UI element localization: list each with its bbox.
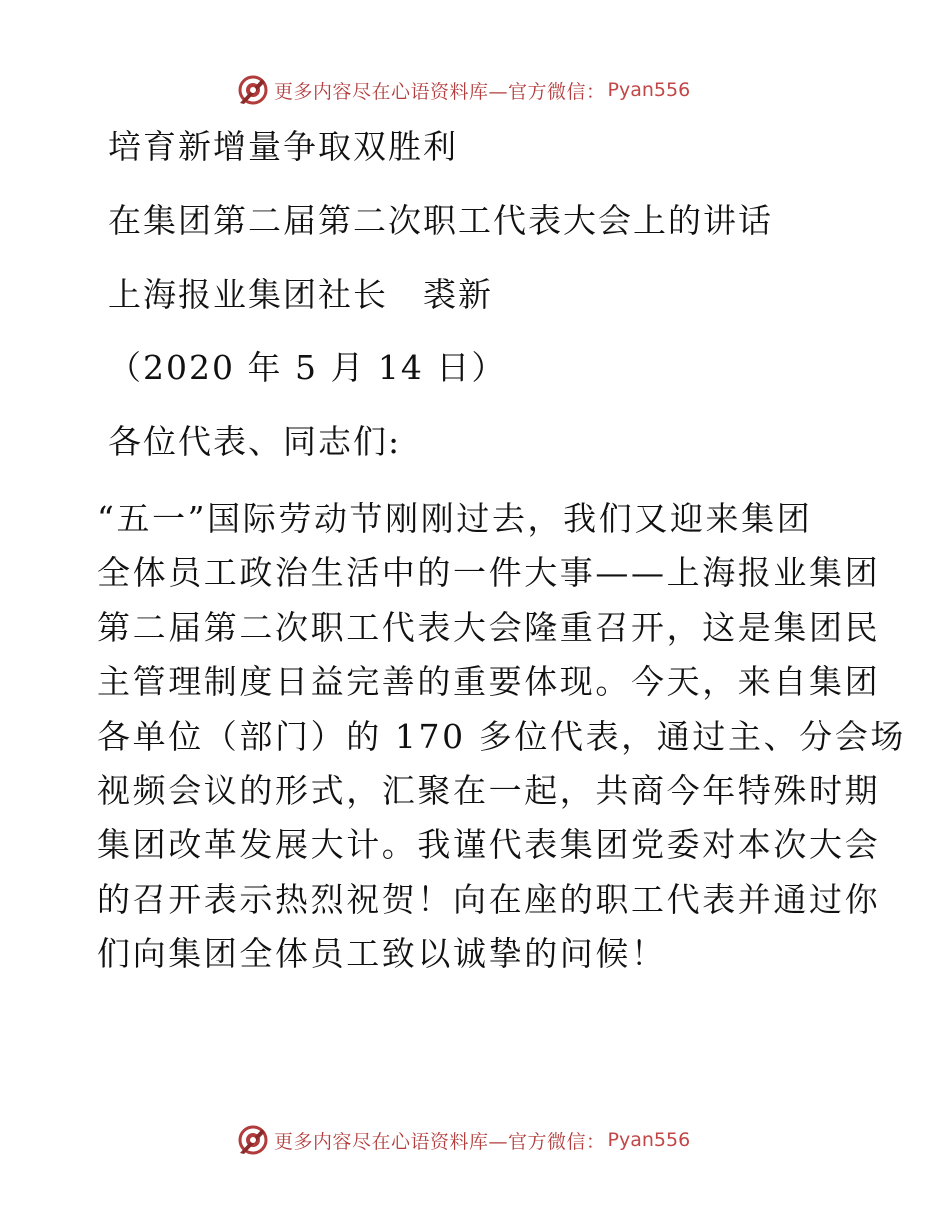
body-paragraph: [97, 492, 906, 982]
speaker-line: 上海报业集团社长 裘新: [108, 275, 493, 314]
paragraph-line: 们向集团全体员工致以诚挚的问候！: [97, 934, 667, 974]
speech-date: （2020 年 5 月 14 日）: [108, 348, 507, 387]
paragraph-line: 第二届第二次职工代表大会隆重召开，这是集团民: [97, 607, 881, 647]
paragraph-line: 主管理制度日益完善的重要体现。今天，来自集团: [97, 662, 881, 702]
watermark-banner-top: [236, 73, 690, 107]
banner-wechat-id: Pyan556: [607, 79, 691, 101]
paragraph-line: 视频会议的形式，汇聚在一起，共商今年特殊时期: [97, 771, 881, 811]
red-quill-circle-icon: [236, 1123, 270, 1157]
document-title: 培育新增量争取双胜利: [108, 127, 458, 166]
banner-text: 更多内容尽在心语资料库—官方微信：: [274, 1130, 606, 1153]
banner-wechat-id: Pyan556: [607, 1129, 691, 1151]
paragraph-line: 集团改革发展大计。我谨代表集团党委对本次大会: [97, 825, 881, 865]
red-quill-circle-icon: [236, 73, 270, 107]
watermark-banner-bottom: [236, 1123, 690, 1157]
paragraph-line: 各单位（部门）的 170 多位代表，通过主、分会场: [97, 716, 906, 756]
banner-text: 更多内容尽在心语资料库—官方微信：: [274, 80, 606, 103]
salutation: 各位代表、同志们:: [108, 422, 402, 461]
paragraph-line: “五一”国际劳动节刚刚过去，我们又迎来集团: [97, 499, 813, 538]
document-subtitle: 在集团第二届第二次职工代表大会上的讲话: [108, 201, 773, 240]
paragraph-line: 的召开表示热烈祝贺！向在座的职工代表并通过你: [97, 879, 881, 919]
paragraph-line: 全体员工政治生活中的一件大事——上海报业集团: [97, 553, 881, 593]
